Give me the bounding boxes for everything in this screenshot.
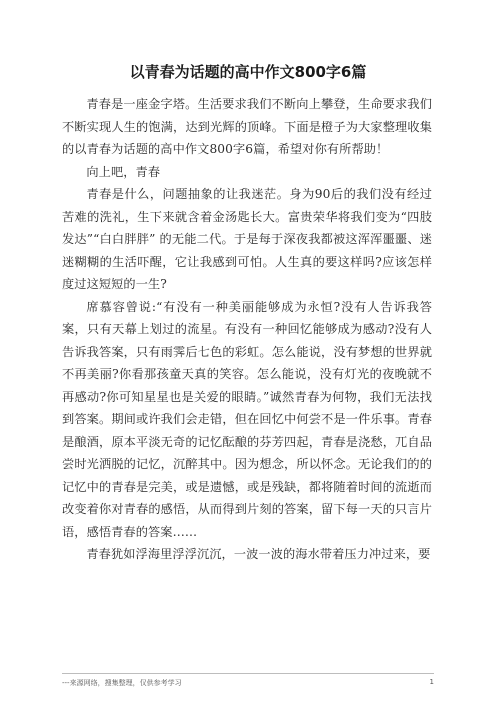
body-paragraph: 青春犹如浮海里浮浮沉沉，一波一波的海水带着压力冲过来，要 (86, 547, 431, 561)
page-footer (62, 673, 434, 688)
section-heading: 向上吧，青春 (86, 164, 161, 179)
page-number: 1 (429, 678, 434, 686)
body-paragraph: 席慕容曾说:“有没有一种美丽能够成为永恒?没有人告诉我答案，只有天幕上划过的流星。有没有一种回忆能够成为感动?没有人告诉我答案，只有雨霁后七色的彩虹。怎么能说，没有梦想的世界就不再美丽?你看那孩童天真的笑容。怎么能说，没有灯光的夜晚就不再感动?你可知星星也是关爱的眼睛。”诚然青春为何物，我们无法找到答案。期间或许我们会走错，但在回忆中何尝不是一件乐事。青春是酿酒，原本平淡无奇的记忆酝酿的芬芳四起，青春是浇愁，兀自品尝时光洒脱的记忆，沉醉其中。因为想念，所以怀念。无论我们的的记忆中的青春是完美，或是遗憾，或是残缺，都将随着时间的流逝而改变着你对青春的感悟，从而得到片刻的答案，留下每一天的只言片语，感悟青春的答案…… (62, 299, 432, 539)
document-body (62, 93, 432, 566)
body-paragraph: 青春是什么，问题抽象的让我迷茫。身为90后的我们没有经过苦难的洗礼，生下来就含着金汤匙长大。富贵荣华将我们变为“四肢发达”“白白胖胖” 的无能二代。于是每于深夜我都被这浑浑噩噩、迷迷糊糊的生活吓醒，它让我感到可怕。人生真的要这样吗?应该怎样度过这短短的一生? (62, 187, 432, 291)
footer-note: ---来源网络，搜集整理，仅供参考学习 (62, 679, 182, 687)
document-title: 以青春为话题的高中作文800字6篇 (129, 63, 367, 81)
intro-paragraph: 青春是一座金字塔。生活要求我们不断向上攀登，生命要求我们不断实现人生的饱满，达到光辉的顶峰。下面是橙子为大家整理收集的以青春为话题的高中作文800字6篇，希望对你有所帮助！ (62, 97, 432, 156)
